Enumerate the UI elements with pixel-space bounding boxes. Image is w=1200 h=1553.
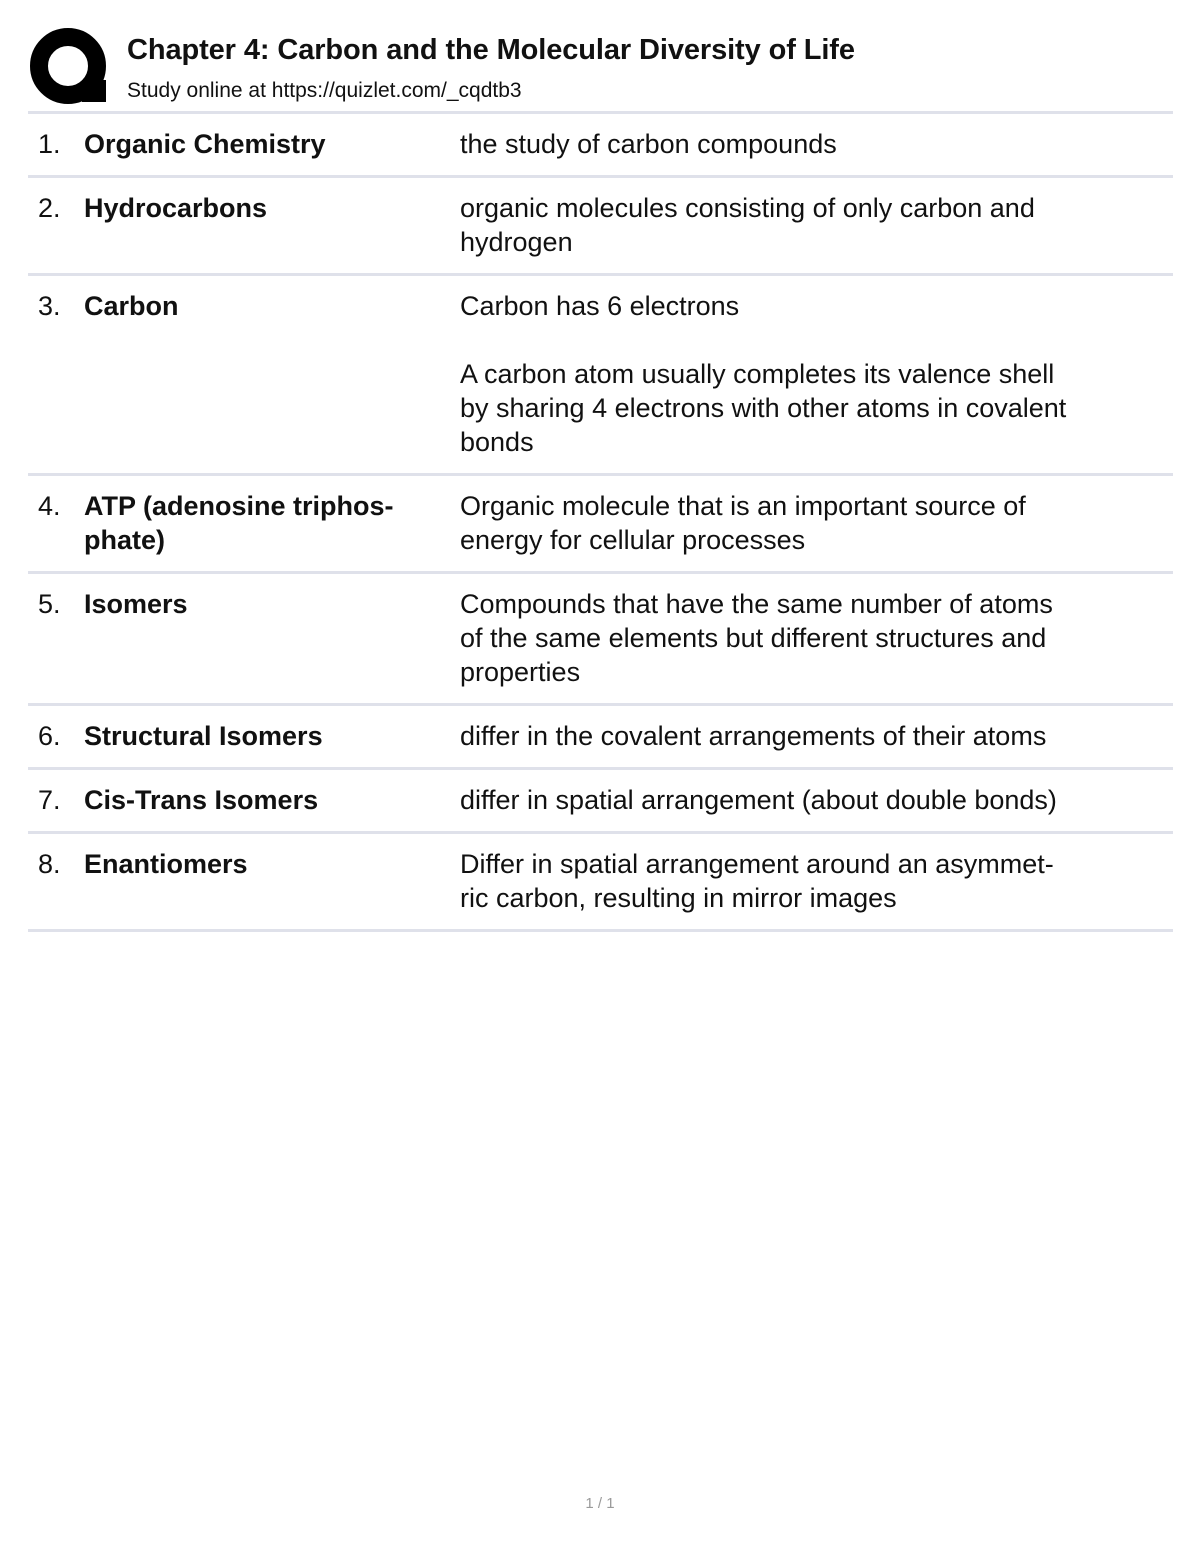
term-row — [28, 276, 1173, 476]
term-row — [28, 834, 1173, 932]
term-definition: the study of carbon compounds — [460, 129, 837, 159]
page-number: 1 / 1 — [585, 1495, 615, 1512]
term-name: Structural Isomers — [84, 721, 323, 751]
term-number: 2. — [38, 193, 61, 223]
term-row — [28, 476, 1173, 574]
term-name: Cis-Trans Isomers — [84, 785, 319, 815]
term-name: Organic Chemistry — [84, 129, 326, 159]
term-name: ATP (adenosine triphos- phate) — [84, 491, 394, 555]
page-subtitle: Study online at https://quizlet.com/_cqdtb3 — [127, 79, 522, 102]
term-row — [28, 574, 1173, 706]
term-row — [28, 770, 1173, 834]
term-definition: Carbon has 6 electrons A carbon atom usually completes its valence shell by sharing 4 electrons with other atoms in covalent bonds — [460, 291, 1067, 457]
document-header — [30, 28, 1172, 112]
term-number: 6. — [38, 721, 61, 751]
term-number: 4. — [38, 491, 61, 521]
quizlet-logo-icon — [30, 28, 110, 108]
term-row — [28, 706, 1173, 770]
term-number: 5. — [38, 589, 61, 619]
term-row — [28, 114, 1173, 178]
term-number: 7. — [38, 785, 61, 815]
term-name: Isomers — [84, 589, 188, 619]
term-number: 3. — [38, 291, 61, 321]
term-definition: Differ in spatial arrangement around an asymmet- ric carbon, resulting in mirror images — [460, 849, 1054, 913]
term-number: 1. — [38, 129, 61, 159]
term-list — [28, 111, 1173, 932]
term-name: Enantiomers — [84, 849, 248, 879]
term-number: 8. — [38, 849, 61, 879]
term-row — [28, 178, 1173, 276]
term-definition: differ in the covalent arrangements of their atoms — [460, 721, 1047, 751]
term-definition: Organic molecule that is an important source of energy for cellular processes — [460, 491, 1026, 555]
page-title: Chapter 4: Carbon and the Molecular Diversity of Life — [127, 34, 855, 66]
term-definition: organic molecules consisting of only carbon and hydrogen — [460, 193, 1035, 257]
term-name: Hydrocarbons — [84, 193, 268, 223]
term-definition: differ in spatial arrangement (about double bonds) — [460, 785, 1057, 815]
term-name: Carbon — [84, 291, 179, 321]
term-definition: Compounds that have the same number of atoms of the same elements but different structures and properties — [460, 589, 1053, 687]
